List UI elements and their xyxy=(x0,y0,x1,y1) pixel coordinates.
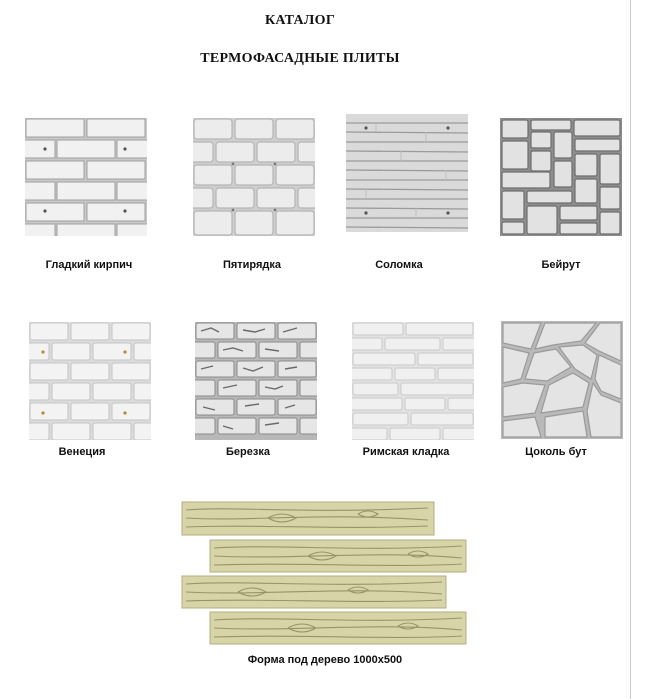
page-edge xyxy=(630,0,631,699)
label-five-row: Пятирядка xyxy=(222,259,282,271)
tile-roman-masonry-image xyxy=(352,322,474,440)
page-title: КАТАЛОГ xyxy=(264,13,336,28)
tile-straw-image xyxy=(346,114,468,232)
label-roman-masonry: Римская кладка xyxy=(362,446,450,458)
tile-beirut-image xyxy=(500,118,622,236)
tile-rubble-plinth-image xyxy=(501,321,623,439)
tile-venice-image xyxy=(29,322,151,440)
label-smooth-brick: Гладкий кирпич xyxy=(45,259,133,271)
page-subtitle: ТЕРМОФАСАДНЫЕ ПЛИТЫ xyxy=(200,51,400,66)
label-straw: Соломка xyxy=(375,259,423,271)
label-wood-form: Форма под дерево 1000х500 xyxy=(247,654,403,666)
tile-smooth-brick-image xyxy=(25,118,147,236)
label-beirut: Бейрут xyxy=(541,259,581,271)
tile-birch-image xyxy=(195,322,317,440)
label-rubble-plinth: Цоколь бут xyxy=(525,446,587,458)
wood-form-image xyxy=(178,498,470,646)
label-venice: Венеция xyxy=(58,446,106,458)
tile-five-row-image xyxy=(193,118,315,236)
label-birch: Березка xyxy=(226,446,270,458)
